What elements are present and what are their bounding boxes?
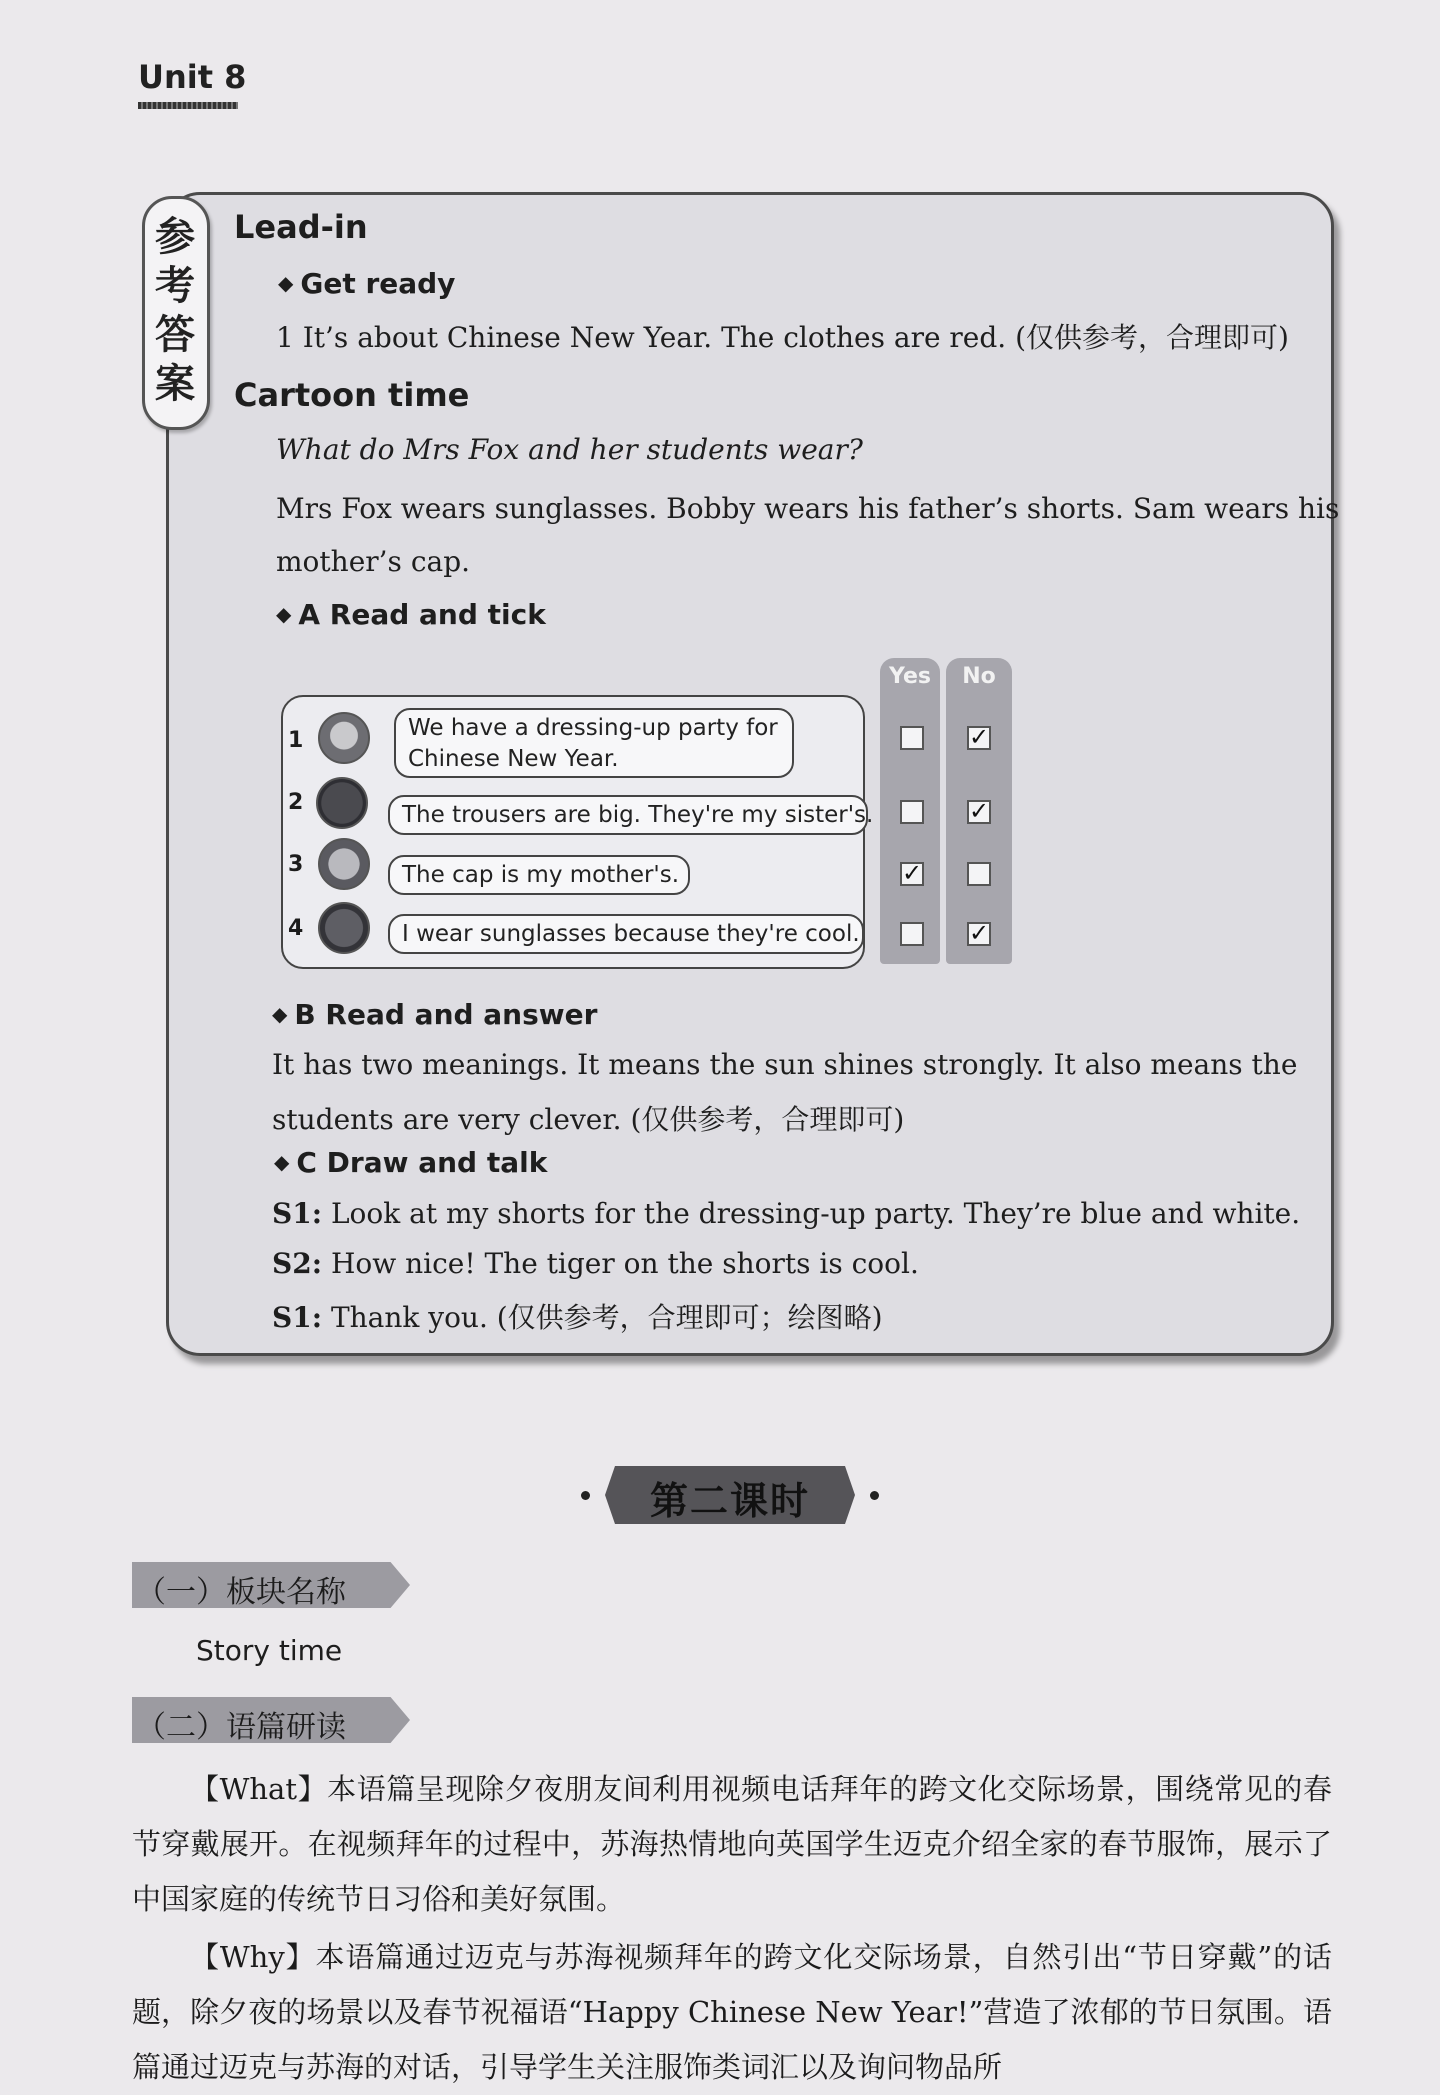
draw-and-talk-heading: ◆ C Draw and talk — [274, 1146, 548, 1179]
avatar-mrs-fox — [318, 712, 370, 764]
lead-in-heading: Lead-in — [234, 208, 368, 246]
lead-in-answer: 1 It’s about Chinese New Year. The clothes are red. (仅供参考，合理即可) — [276, 321, 1289, 354]
lesson-title: 第二课时 — [649, 1478, 810, 1523]
diamond-bullet-icon: ◆ — [278, 271, 301, 295]
dialogue-line: S1: Thank you. (仅供参考，合理即可；绘图略) — [272, 1301, 883, 1334]
speech-bubble: The cap is my mother's. — [388, 855, 690, 895]
cartoon-time-heading: Cartoon time — [234, 376, 470, 414]
no-checkbox[interactable]: ✓ — [969, 723, 990, 751]
dialogue-line: S1: Look at my shorts for the dressing-up party. They’re blue and white. — [272, 1197, 1301, 1230]
unit-label: Unit 8 — [138, 58, 247, 96]
cartoon-question: What do Mrs Fox and her students wear? — [276, 433, 863, 466]
yes-checkbox[interactable] — [900, 922, 924, 946]
avatar-sam — [318, 838, 370, 890]
read-answer-line-2: students are very clever. (仅供参考，合理即可) — [272, 1103, 905, 1136]
row-number: 3 — [288, 852, 304, 877]
diamond-bullet-icon: ◆ — [272, 1002, 295, 1026]
speech-bubble: We have a dressing-up party for Chinese New Year. — [394, 708, 794, 778]
decorative-dot — [870, 1491, 879, 1500]
section-2-tag: （二）语篇研读 — [136, 1710, 346, 1745]
section-1-content: Story time — [196, 1634, 343, 1667]
yes-checkbox[interactable]: ✓ — [902, 859, 923, 887]
decorative-dot — [581, 1491, 590, 1500]
no-column-header: No — [962, 664, 996, 689]
yes-checkbox[interactable] — [900, 800, 924, 824]
row-number: 4 — [288, 916, 304, 941]
avatar-fox-sunglasses — [318, 902, 370, 954]
why-paragraph: 【Why】本语篇通过迈克与苏海视频拜年的跨文化交际场景，自然引出“节日穿戴”的话题，除夕夜的场景以及春节祝福语“Happy Chinese New Year!”营造了浓郁的节日氛围。语篇通过迈克与苏海的对话，引导学生关注服饰类词汇以及询问物品所 — [132, 1940, 1332, 2084]
section-1-tag: （一）板块名称 — [136, 1575, 346, 1610]
read-answer-line-1: It has two meanings. It means the sun shines strongly. It also means the — [272, 1048, 1298, 1081]
read-and-tick-heading: ◆ A Read and tick — [276, 598, 546, 631]
speech-bubble: I wear sunglasses because they're cool. — [388, 914, 864, 954]
no-checkbox[interactable] — [967, 862, 991, 886]
dialogue-line: S2: How nice! The tiger on the shorts is cool. — [272, 1247, 919, 1280]
speech-bubble: The trousers are big. They're my sister's. — [388, 795, 868, 835]
avatar-bobby — [316, 777, 368, 829]
diamond-bullet-icon: ◆ — [276, 602, 299, 626]
no-checkbox[interactable]: ✓ — [969, 919, 990, 947]
row-number: 2 — [288, 790, 304, 815]
no-checkbox[interactable]: ✓ — [969, 797, 990, 825]
what-paragraph: 【What】本语篇呈现除夕夜朋友间利用视频电话拜年的跨文化交际场景，围绕常见的春节穿戴展开。在视频拜年的过程中，苏海热情地向英国学生迈克介绍全家的春节服饰，展示了中国家庭的传统节日习俗和美好氛围。 — [132, 1772, 1332, 1916]
side-tab-label: 参考答案 — [155, 213, 195, 407]
unit-underline-decoration — [138, 102, 238, 109]
diamond-bullet-icon: ◆ — [274, 1150, 297, 1174]
read-and-answer-heading: ◆ B Read and answer — [272, 998, 598, 1031]
cartoon-answer-line-2: mother’s cap. — [276, 545, 471, 578]
row-number: 1 — [288, 728, 304, 753]
yes-column-header: Yes — [889, 664, 931, 689]
cartoon-answer-line-1: Mrs Fox wears sunglasses. Bobby wears his father’s shorts. Sam wears his — [276, 492, 1340, 525]
get-ready-heading: ◆ Get ready — [278, 267, 456, 300]
yes-checkbox[interactable] — [900, 726, 924, 750]
